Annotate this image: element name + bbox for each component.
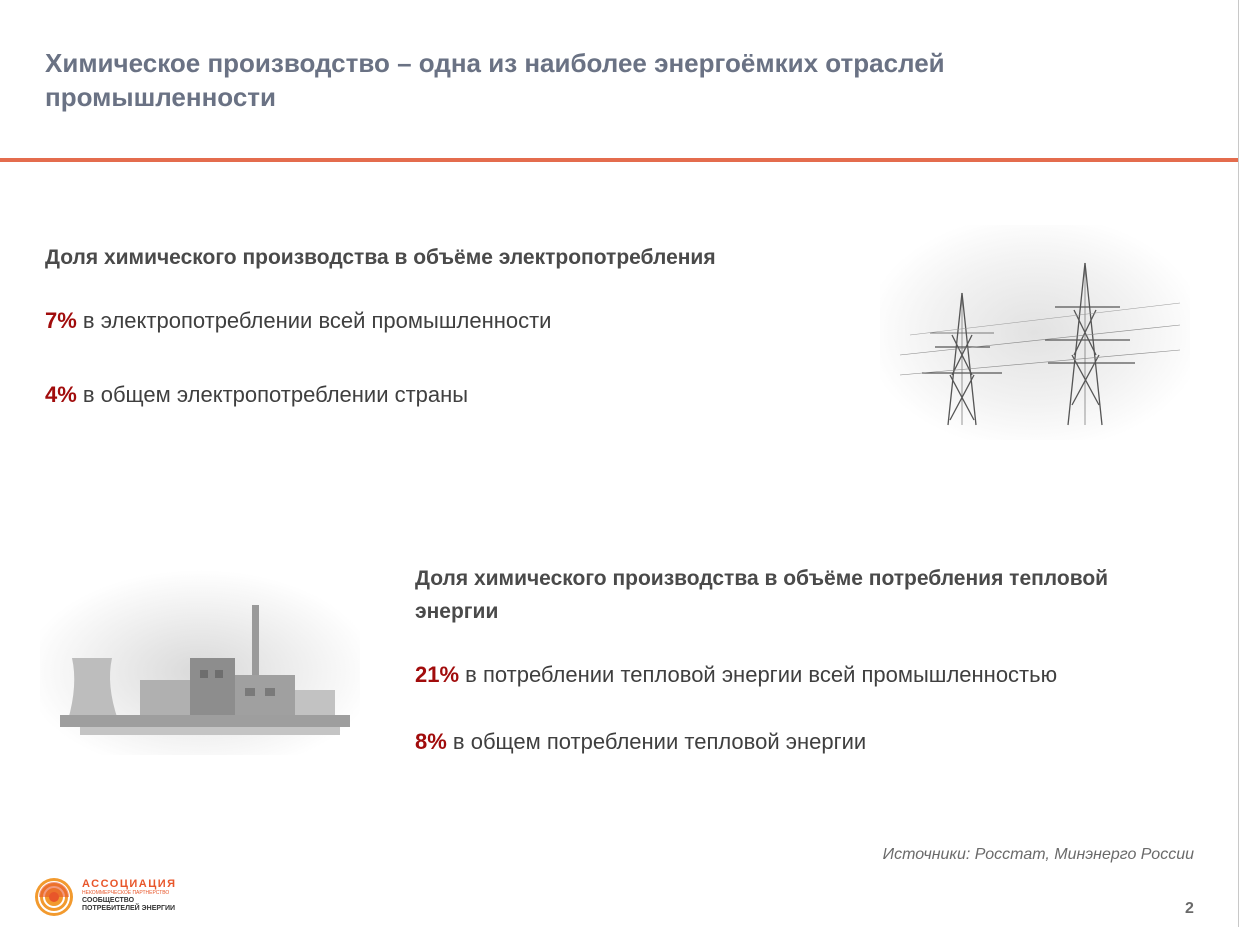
stat-value: 4% [45,382,77,407]
slide-title: Химическое производство – одна из наиболее энергоёмких отраслей промышленности [45,48,945,112]
heat-stat-industry [415,662,1057,688]
stat-text: в электропотреблении всей промышленности [82,308,552,333]
stat-value: 8% [415,729,447,754]
association-logo [34,874,184,920]
stat-value: 7% [45,308,77,333]
stat-value: 21% [415,662,460,687]
logo-subtitle: НЕКОММЕРЧЕСКОЕ ПАРТНЕРСТВО [82,890,170,896]
stat-text: в общем потреблении тепловой энергии [452,729,867,754]
electricity-stat-country [45,382,468,408]
page-number: 2 [1185,900,1194,917]
logo-line-2: ПОТРЕБИТЕЛЕЙ ЭНЕРГИИ [82,905,176,912]
logo-icon [34,874,78,920]
electricity-heading: Доля химического производства в объёме электропотребления [45,246,716,269]
stat-text: в общем электропотреблении страны [82,382,469,407]
heat-heading: Доля химического производства в объёме потребления тепловой энергии [415,567,1109,623]
stat-text: в потреблении тепловой энергии всей промышленностью [465,662,1058,687]
slide-edge [1238,0,1239,927]
source-note: Источники: Росстат, Минэнерго России [882,846,1194,863]
logo-name: АССОЦИАЦИЯ [82,878,177,890]
heat-stat-country [415,729,866,755]
title-divider [0,158,1238,162]
power-lines-photo [880,225,1190,440]
logo-line-1: СООБЩЕСТВО [82,897,135,904]
electricity-stat-industry [45,308,551,334]
power-plant-photo [40,570,360,755]
